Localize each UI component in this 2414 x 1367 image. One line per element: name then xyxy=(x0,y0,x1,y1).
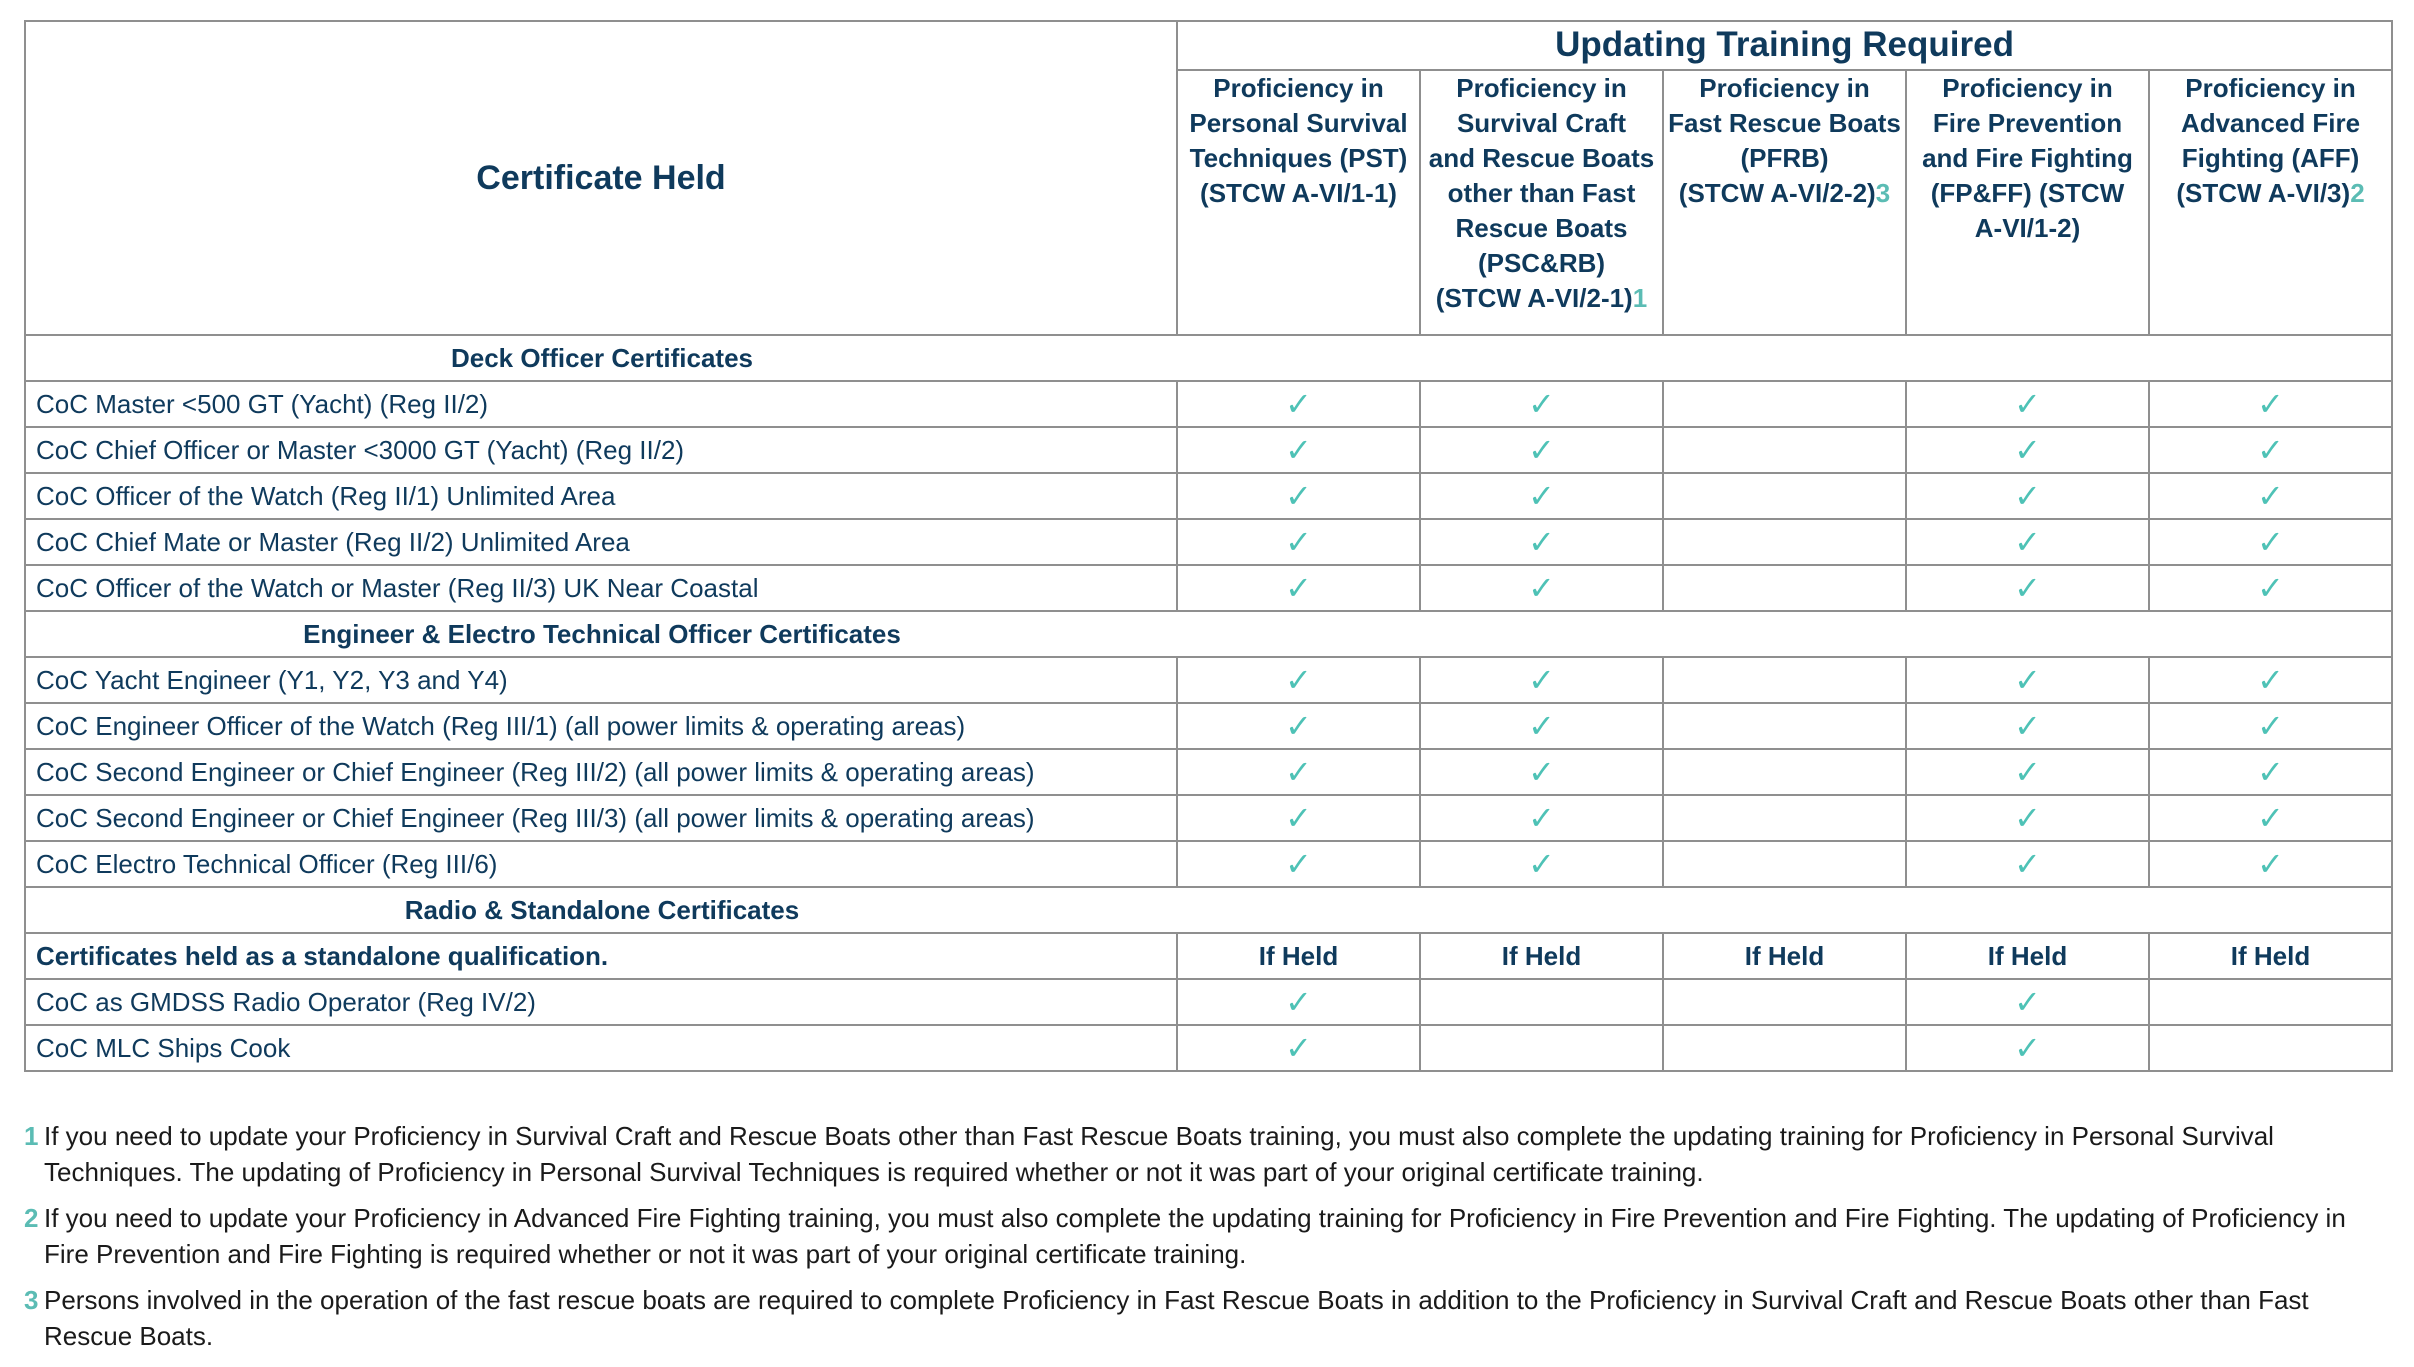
footnote xyxy=(24,1282,2394,1354)
checkmark-icon: ✓ xyxy=(1906,519,2149,565)
column-header-line: Fire Prevention xyxy=(1932,107,2123,138)
checkmark-icon: ✓ xyxy=(2149,519,2392,565)
checkmark-icon: ✓ xyxy=(2149,565,2392,611)
column-header-line: Techniques (PST) xyxy=(1189,142,1408,173)
table-row xyxy=(25,657,2392,703)
empty-cell xyxy=(1663,427,1906,473)
checkmark-icon: ✓ xyxy=(1177,657,1420,703)
section-header-row xyxy=(25,335,2392,381)
empty-cell xyxy=(1420,1025,1663,1071)
checkmark-icon: ✓ xyxy=(2149,381,2392,427)
footnote xyxy=(24,1200,2394,1272)
section-title: Radio & Standalone Certificates xyxy=(404,894,800,925)
column-header-line: Proficiency in xyxy=(1942,72,2113,103)
checkmark-icon: ✓ xyxy=(1177,703,1420,749)
checkmark-icon: ✓ xyxy=(1906,703,2149,749)
footnote xyxy=(24,1118,2394,1190)
table-row xyxy=(25,381,2392,427)
footnote-text: If you need to update your Proficiency in Advanced Fire Fighting training, you must also complete the updating training for Proficiency in Fire Prevention and Fire Fighting. The updating of Proficiency in Fire Prevention and Fire Fighting is required whether or not it was part of your original certificate training. xyxy=(44,1203,2346,1269)
checkmark-icon: ✓ xyxy=(2149,841,2392,887)
table-row xyxy=(25,979,2392,1025)
column-header-line: Rescue Boats xyxy=(1455,212,1628,243)
column-header-line: (STCW A-VI/3)2 xyxy=(2176,177,2365,208)
checkmark-icon: ✓ xyxy=(1177,979,1420,1025)
footnote-text: If you need to update your Proficiency in Survival Craft and Rescue Boats other than Fast Rescue Boats training, you must also complete the updating training for Proficiency in Personal Survival Techniques. The updating of Proficiency in Personal Survival Techniques is required whether or not it was part of your original certificate training. xyxy=(44,1121,2274,1187)
certificate-label: CoC Electro Technical Officer (Reg III/6) xyxy=(25,841,1177,887)
if-held-value: If Held xyxy=(2149,933,2392,979)
certificate-label: CoC Yacht Engineer (Y1, Y2, Y3 and Y4) xyxy=(25,657,1177,703)
footnote-text: Persons involved in the operation of the fast rescue boats are required to complete Proficiency in Fast Rescue Boats in addition to the Proficiency in Survival Craft and Rescue Boats other than Fast Rescue Boats. xyxy=(44,1285,2309,1351)
column-header-line: Advanced Fire xyxy=(2180,107,2361,138)
section-title: Deck Officer Certificates xyxy=(450,342,754,373)
column-header-line: Proficiency in xyxy=(1213,72,1384,103)
checkmark-icon: ✓ xyxy=(1177,519,1420,565)
column-header-line: other than Fast xyxy=(1447,177,1636,208)
certificate-held-header: Certificate Held xyxy=(25,21,1177,335)
table-row xyxy=(25,473,2392,519)
empty-cell xyxy=(2149,1025,2392,1071)
checkmark-icon: ✓ xyxy=(1906,841,2149,887)
column-header-line: and Rescue Boats xyxy=(1428,142,1655,173)
column-header-line: (STCW A-VI/2-2)3 xyxy=(1678,177,1891,208)
checkmark-icon: ✓ xyxy=(1906,657,2149,703)
table-row xyxy=(25,565,2392,611)
certificate-label: CoC Master <500 GT (Yacht) (Reg II/2) xyxy=(25,381,1177,427)
empty-cell xyxy=(1663,979,1906,1025)
checkmark-icon: ✓ xyxy=(1420,703,1663,749)
column-header-line: (PFRB) xyxy=(1740,142,1829,173)
table-row xyxy=(25,933,2392,979)
footnote-number: 1 xyxy=(24,1121,39,1151)
empty-cell xyxy=(1663,519,1906,565)
empty-cell xyxy=(2149,979,2392,1025)
table-row xyxy=(25,519,2392,565)
section-title-cell xyxy=(25,611,2392,657)
checkmark-icon: ✓ xyxy=(1906,979,2149,1025)
checkmark-icon: ✓ xyxy=(1420,473,1663,519)
checkmark-icon: ✓ xyxy=(1420,749,1663,795)
checkmark-icon: ✓ xyxy=(1177,1025,1420,1071)
training-column-header xyxy=(2149,70,2392,335)
checkmark-icon: ✓ xyxy=(1420,795,1663,841)
section-header-row xyxy=(25,611,2392,657)
column-header-line: Proficiency in xyxy=(1699,72,1870,103)
footnotes xyxy=(24,1118,2394,1364)
table-row xyxy=(25,749,2392,795)
empty-cell xyxy=(1663,703,1906,749)
column-header-line: Proficiency in xyxy=(2185,72,2356,103)
column-header-line: (STCW A-VI/2-1)1 xyxy=(1435,282,1648,313)
certificate-label: CoC Officer of the Watch or Master (Reg II/3) UK Near Coastal xyxy=(25,565,1177,611)
training-requirements-table xyxy=(24,20,2393,1072)
column-header-line: Survival Craft xyxy=(1456,107,1627,138)
empty-cell xyxy=(1420,979,1663,1025)
footnote-reference: 2 xyxy=(2350,177,2365,208)
if-held-value: If Held xyxy=(1177,933,1420,979)
table-row xyxy=(25,427,2392,473)
certificate-label: CoC MLC Ships Cook xyxy=(25,1025,1177,1071)
empty-cell xyxy=(1663,381,1906,427)
checkmark-icon: ✓ xyxy=(1420,427,1663,473)
section-title-cell xyxy=(25,335,2392,381)
column-header-line: (FP&FF) (STCW xyxy=(1930,177,2125,208)
checkmark-icon: ✓ xyxy=(1906,565,2149,611)
training-column-header xyxy=(1906,70,2149,335)
empty-cell xyxy=(1663,749,1906,795)
checkmark-icon: ✓ xyxy=(2149,703,2392,749)
footnote-number: 3 xyxy=(24,1285,39,1315)
table-body xyxy=(25,335,2392,1071)
certificate-label: Certificates held as a standalone qualification. xyxy=(25,933,1177,979)
training-column-header xyxy=(1177,70,1420,335)
checkmark-icon: ✓ xyxy=(1906,795,2149,841)
footnote-reference: 1 xyxy=(1632,282,1648,313)
column-header-line: Proficiency in xyxy=(1456,72,1627,103)
checkmark-icon: ✓ xyxy=(1906,1025,2149,1071)
checkmark-icon: ✓ xyxy=(1177,565,1420,611)
checkmark-icon: ✓ xyxy=(2149,749,2392,795)
checkmark-icon: ✓ xyxy=(1177,841,1420,887)
checkmark-icon: ✓ xyxy=(1420,657,1663,703)
checkmark-icon: ✓ xyxy=(1906,427,2149,473)
checkmark-icon: ✓ xyxy=(2149,427,2392,473)
certificate-label: CoC Second Engineer or Chief Engineer (Reg III/3) (all power limits & operating areas) xyxy=(25,795,1177,841)
certificate-label: CoC Chief Mate or Master (Reg II/2) Unlimited Area xyxy=(25,519,1177,565)
checkmark-icon: ✓ xyxy=(1177,473,1420,519)
checkmark-icon: ✓ xyxy=(1420,841,1663,887)
checkmark-icon: ✓ xyxy=(1420,565,1663,611)
training-column-header xyxy=(1663,70,1906,335)
checkmark-icon: ✓ xyxy=(2149,473,2392,519)
training-column-header xyxy=(1420,70,1663,335)
if-held-value: If Held xyxy=(1663,933,1906,979)
table-row xyxy=(25,795,2392,841)
checkmark-icon: ✓ xyxy=(1177,749,1420,795)
empty-cell xyxy=(1663,795,1906,841)
if-held-value: If Held xyxy=(1906,933,2149,979)
certificate-label: CoC Second Engineer or Chief Engineer (Reg III/2) (all power limits & operating areas) xyxy=(25,749,1177,795)
checkmark-icon: ✓ xyxy=(1906,473,2149,519)
empty-cell xyxy=(1663,657,1906,703)
column-header-line: A-VI/1-2) xyxy=(1974,212,2081,243)
section-header-row xyxy=(25,887,2392,933)
checkmark-icon: ✓ xyxy=(1420,381,1663,427)
checkmark-icon: ✓ xyxy=(1906,381,2149,427)
column-header-line: Fast Rescue Boats xyxy=(1668,107,1901,138)
empty-cell xyxy=(1663,565,1906,611)
checkmark-icon: ✓ xyxy=(2149,657,2392,703)
section-title: Engineer & Electro Technical Officer Certificates xyxy=(303,618,901,649)
checkmark-icon: ✓ xyxy=(1906,749,2149,795)
footnote-number: 2 xyxy=(24,1203,39,1233)
empty-cell xyxy=(1663,841,1906,887)
empty-cell xyxy=(1663,473,1906,519)
column-header-line: (STCW A-VI/1-1) xyxy=(1200,177,1397,208)
checkmark-icon: ✓ xyxy=(1177,427,1420,473)
certificate-label: CoC as GMDSS Radio Operator (Reg IV/2) xyxy=(25,979,1177,1025)
updating-training-header: Updating Training Required xyxy=(1177,21,2392,70)
certificate-label: CoC Officer of the Watch (Reg II/1) Unlimited Area xyxy=(25,473,1177,519)
checkmark-icon: ✓ xyxy=(1177,795,1420,841)
footnote-reference: 3 xyxy=(1875,177,1891,208)
if-held-value: If Held xyxy=(1420,933,1663,979)
certificate-label: CoC Engineer Officer of the Watch (Reg III/1) (all power limits & operating areas) xyxy=(25,703,1177,749)
checkmark-icon: ✓ xyxy=(1177,381,1420,427)
checkmark-icon: ✓ xyxy=(2149,795,2392,841)
certificate-label: CoC Chief Officer or Master <3000 GT (Yacht) (Reg II/2) xyxy=(25,427,1177,473)
empty-cell xyxy=(1663,1025,1906,1071)
table-row xyxy=(25,703,2392,749)
table-row xyxy=(25,841,2392,887)
section-title-cell xyxy=(25,887,2392,933)
column-header-line: (PSC&RB) xyxy=(1477,247,1606,278)
checkmark-icon: ✓ xyxy=(1420,519,1663,565)
column-header-line: Personal Survival xyxy=(1189,107,1408,138)
table-row xyxy=(25,1025,2392,1071)
column-header-line: Fighting (AFF) xyxy=(2181,142,2360,173)
column-header-line: and Fire Fighting xyxy=(1922,142,2133,173)
